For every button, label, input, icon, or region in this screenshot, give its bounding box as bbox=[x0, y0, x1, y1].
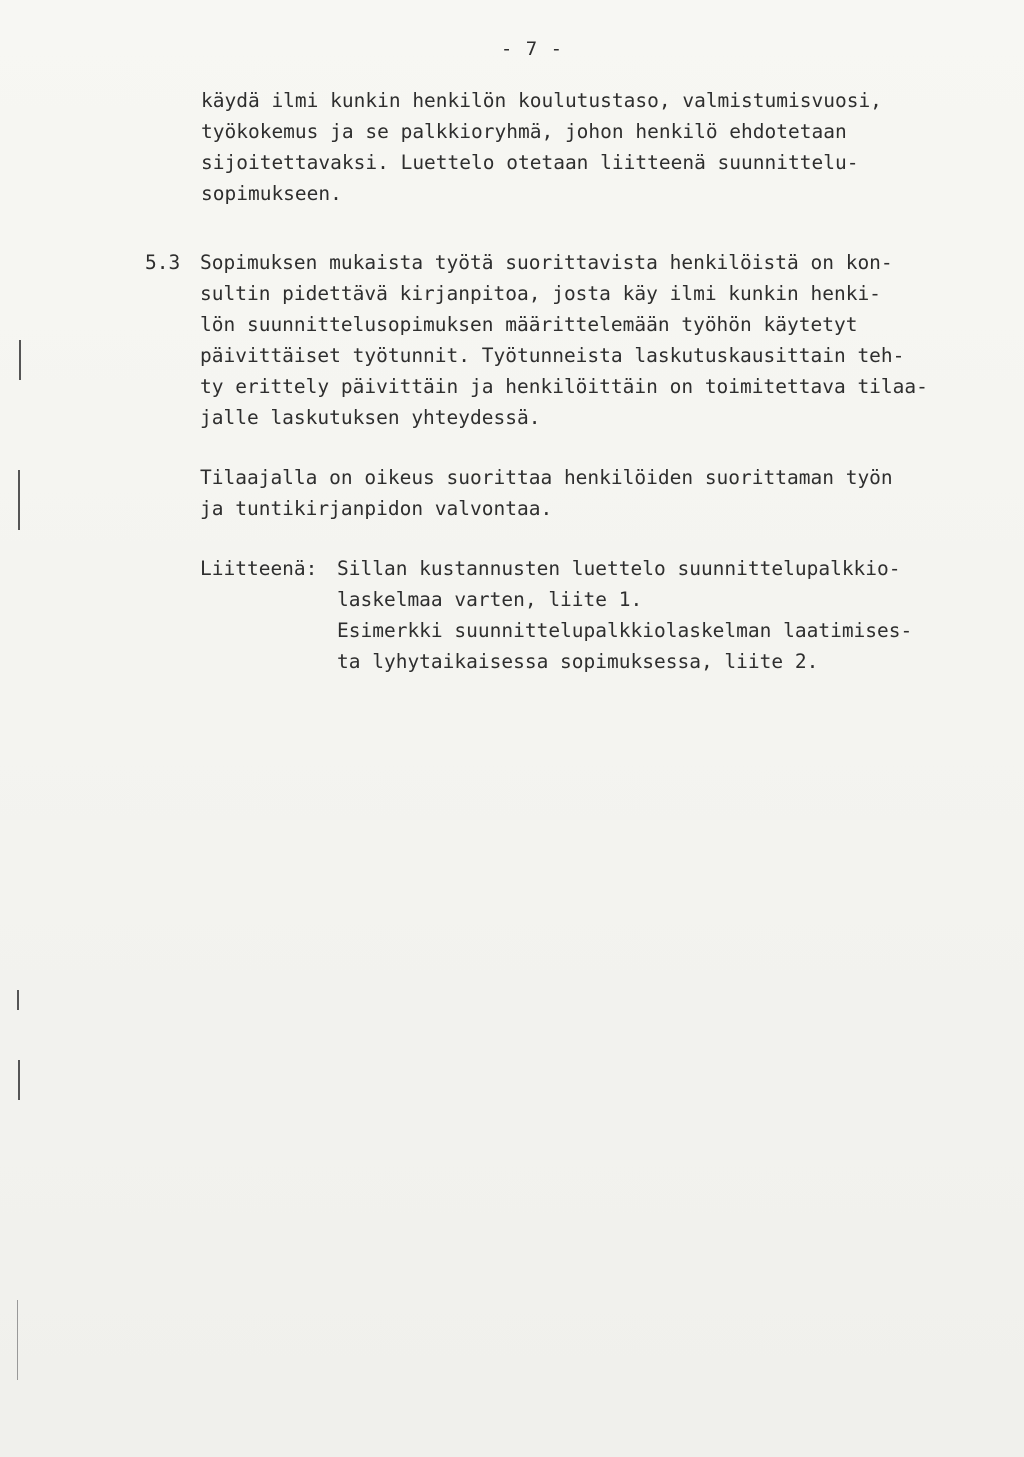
text-line: jalle laskutuksen yhteydessä. bbox=[200, 406, 541, 429]
text-line: ja tuntikirjanpidon valvontaa. bbox=[200, 497, 553, 520]
margin-mark bbox=[18, 470, 20, 530]
text-line: sijoitettavaksi. Luettelo otetaan liitteenä suunnittelu- bbox=[201, 151, 859, 174]
text-line: ta lyhytaikaisessa sopimuksessa, liite 2. bbox=[337, 650, 819, 673]
text-line: ty erittely päivittäin ja henkilöittäin on toimitettava tilaa- bbox=[200, 375, 928, 398]
text-line: Esimerkki suunnittelupalkkiolaskelman laatimises- bbox=[337, 619, 913, 642]
text-line: päivittäiset työtunnit. Työtunneista laskutuskausittain teh- bbox=[200, 344, 905, 367]
paragraph-supervision bbox=[200, 462, 893, 524]
paragraph-intro bbox=[201, 85, 882, 209]
margin-mark bbox=[17, 1300, 18, 1380]
paragraph-section-5-3 bbox=[200, 247, 928, 433]
margin-mark bbox=[19, 340, 21, 380]
section-number: 5.3 bbox=[145, 251, 181, 274]
attachments-list bbox=[337, 553, 912, 677]
text-line: sopimukseen. bbox=[201, 182, 342, 205]
margin-mark bbox=[18, 1060, 20, 1100]
text-line: työkokemus ja se palkkioryhmä, johon henkilö ehdotetaan bbox=[201, 120, 847, 143]
text-line: laskelmaa varten, liite 1. bbox=[337, 588, 643, 611]
text-line: Sopimuksen mukaista työtä suorittavista henkilöistä on kon- bbox=[200, 251, 893, 274]
text-line: sultin pidettävä kirjanpitoa, josta käy ilmi kunkin henki- bbox=[200, 282, 881, 305]
text-line: Sillan kustannusten luettelo suunnittelupalkkio- bbox=[337, 557, 901, 580]
page-number: - 7 - bbox=[500, 38, 564, 60]
text-line: käydä ilmi kunkin henkilön koulutustaso, valmistumisvuosi, bbox=[201, 89, 882, 112]
attachments-label: Liitteenä: bbox=[200, 557, 318, 580]
text-line: Tilaajalla on oikeus suorittaa henkilöiden suorittaman työn bbox=[200, 466, 893, 489]
text-line: lön suunnittelusopimuksen määrittelemään työhön käytetyt bbox=[200, 313, 858, 336]
margin-mark bbox=[17, 990, 19, 1010]
